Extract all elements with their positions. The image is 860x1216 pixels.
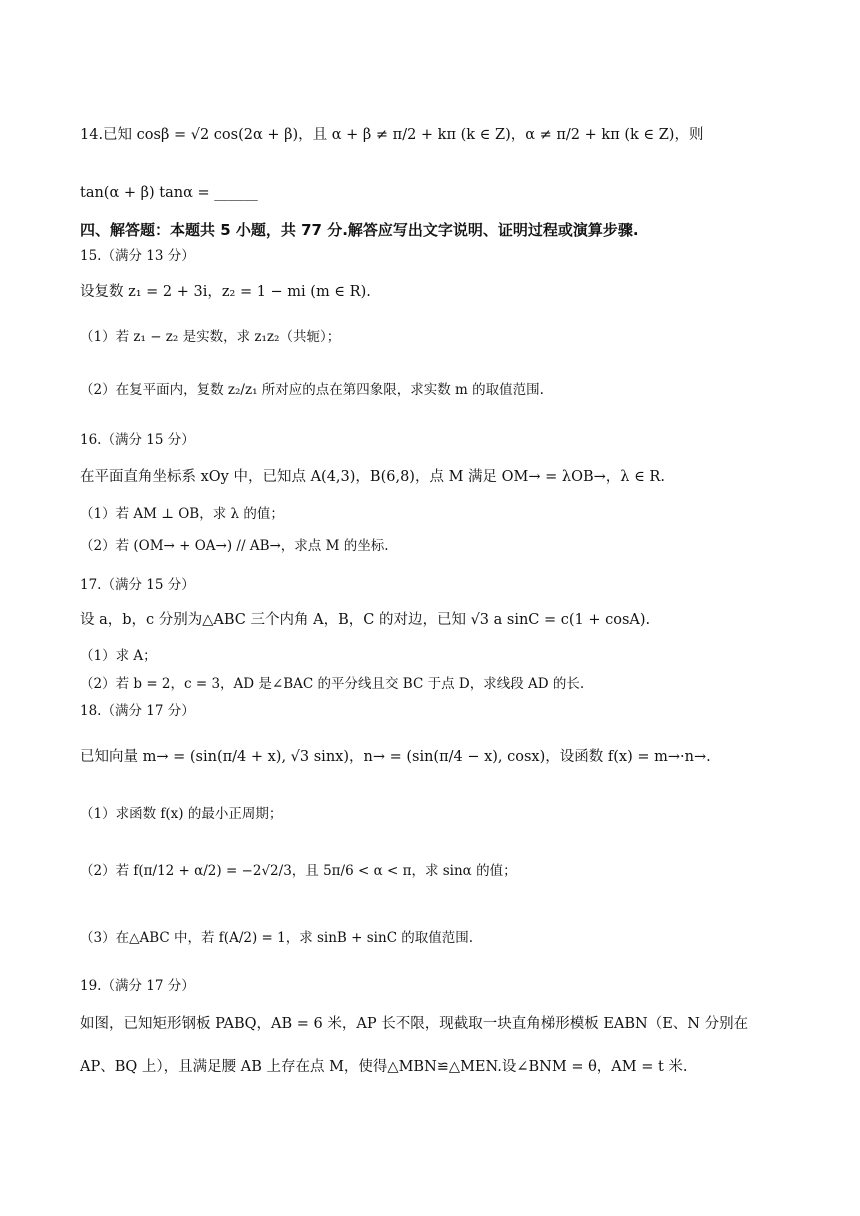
q15-header: 15.（满分 13 分）: [80, 248, 195, 264]
q16-part1: （1）若 AM ⊥ OB，求 λ 的值；: [80, 506, 284, 522]
q18-stem: 已知向量 m→ = (sin(π/4 + x), √3 sinx)，n→ = (sin(π/4 − x), cosx)，设函数 f(x) = m→·n→.: [80, 749, 711, 765]
q17-part1: （1）求 A；: [80, 648, 157, 664]
q15-stem: 设复数 z₁ = 2 + 3i，z₂ = 1 − mi (m ∈ R).: [80, 284, 371, 300]
q15-part1: （1）若 z₁ − z₂ 是实数，求 z₁z₂（共轭）；: [80, 329, 341, 345]
q14-line1: 14.已知 cosβ = √2 cos(2α + β)，且 α + β ≠ π/2 + kπ (k ∈ Z)，α ≠ π/2 + kπ (k ∈ Z)，则: [80, 127, 704, 143]
q17-part2: （2）若 b = 2，c = 3，AD 是∠BAC 的平分线且交 BC 于点 D，求线段 AD 的长.: [80, 676, 585, 692]
q18-part2: （2）若 f(π/12 + α/2) = −2√2/3，且 5π/6 < α < π，求 sinα 的值；: [80, 863, 517, 879]
q19-line1: 如图，已知矩形钢板 PABQ，AB = 6 米，AP 长不限，现截取一块直角梯形模板 EABN（E、N 分别在: [80, 1016, 749, 1032]
q18-part3: （3）在△ABC 中，若 f(A/2) = 1，求 sinB + sinC 的取值范围.: [80, 930, 474, 946]
q17-header: 17.（满分 15 分）: [80, 577, 195, 593]
section4-heading: 四、解答题：本题共 5 小题，共 77 分.解答应写出文字说明、证明过程或演算步骤.: [80, 221, 639, 239]
q17-stem: 设 a，b，c 分别为△ABC 三个内角 A，B，C 的对边，已知 √3 a sinC = c(1 + cosA).: [80, 612, 651, 628]
q19-line2: AP、BQ 上），且满足腰 AB 上存在点 M，使得△MBN≌△MEN.设∠BNM = θ，AM = t 米.: [80, 1059, 688, 1075]
q19-header: 19.（满分 17 分）: [80, 978, 195, 994]
q16-stem: 在平面直角坐标系 xOy 中，已知点 A(4,3)，B(6,8)，点 M 满足 OM→ = λOB→，λ ∈ R.: [80, 469, 665, 485]
q18-header: 18.（满分 17 分）: [80, 703, 195, 719]
q16-part2: （2）若 (OM→ + OA→) // AB→，求点 M 的坐标.: [80, 538, 389, 554]
q15-part2: （2）在复平面内，复数 z₂/z₁ 所对应的点在第四象限，求实数 m 的取值范围.: [80, 382, 544, 398]
q16-header: 16.（满分 15 分）: [80, 432, 195, 448]
q18-part1: （1）求函数 f(x) 的最小正周期；: [80, 806, 283, 822]
q14-line2: tan(α + β) tanα = ______: [80, 185, 258, 201]
